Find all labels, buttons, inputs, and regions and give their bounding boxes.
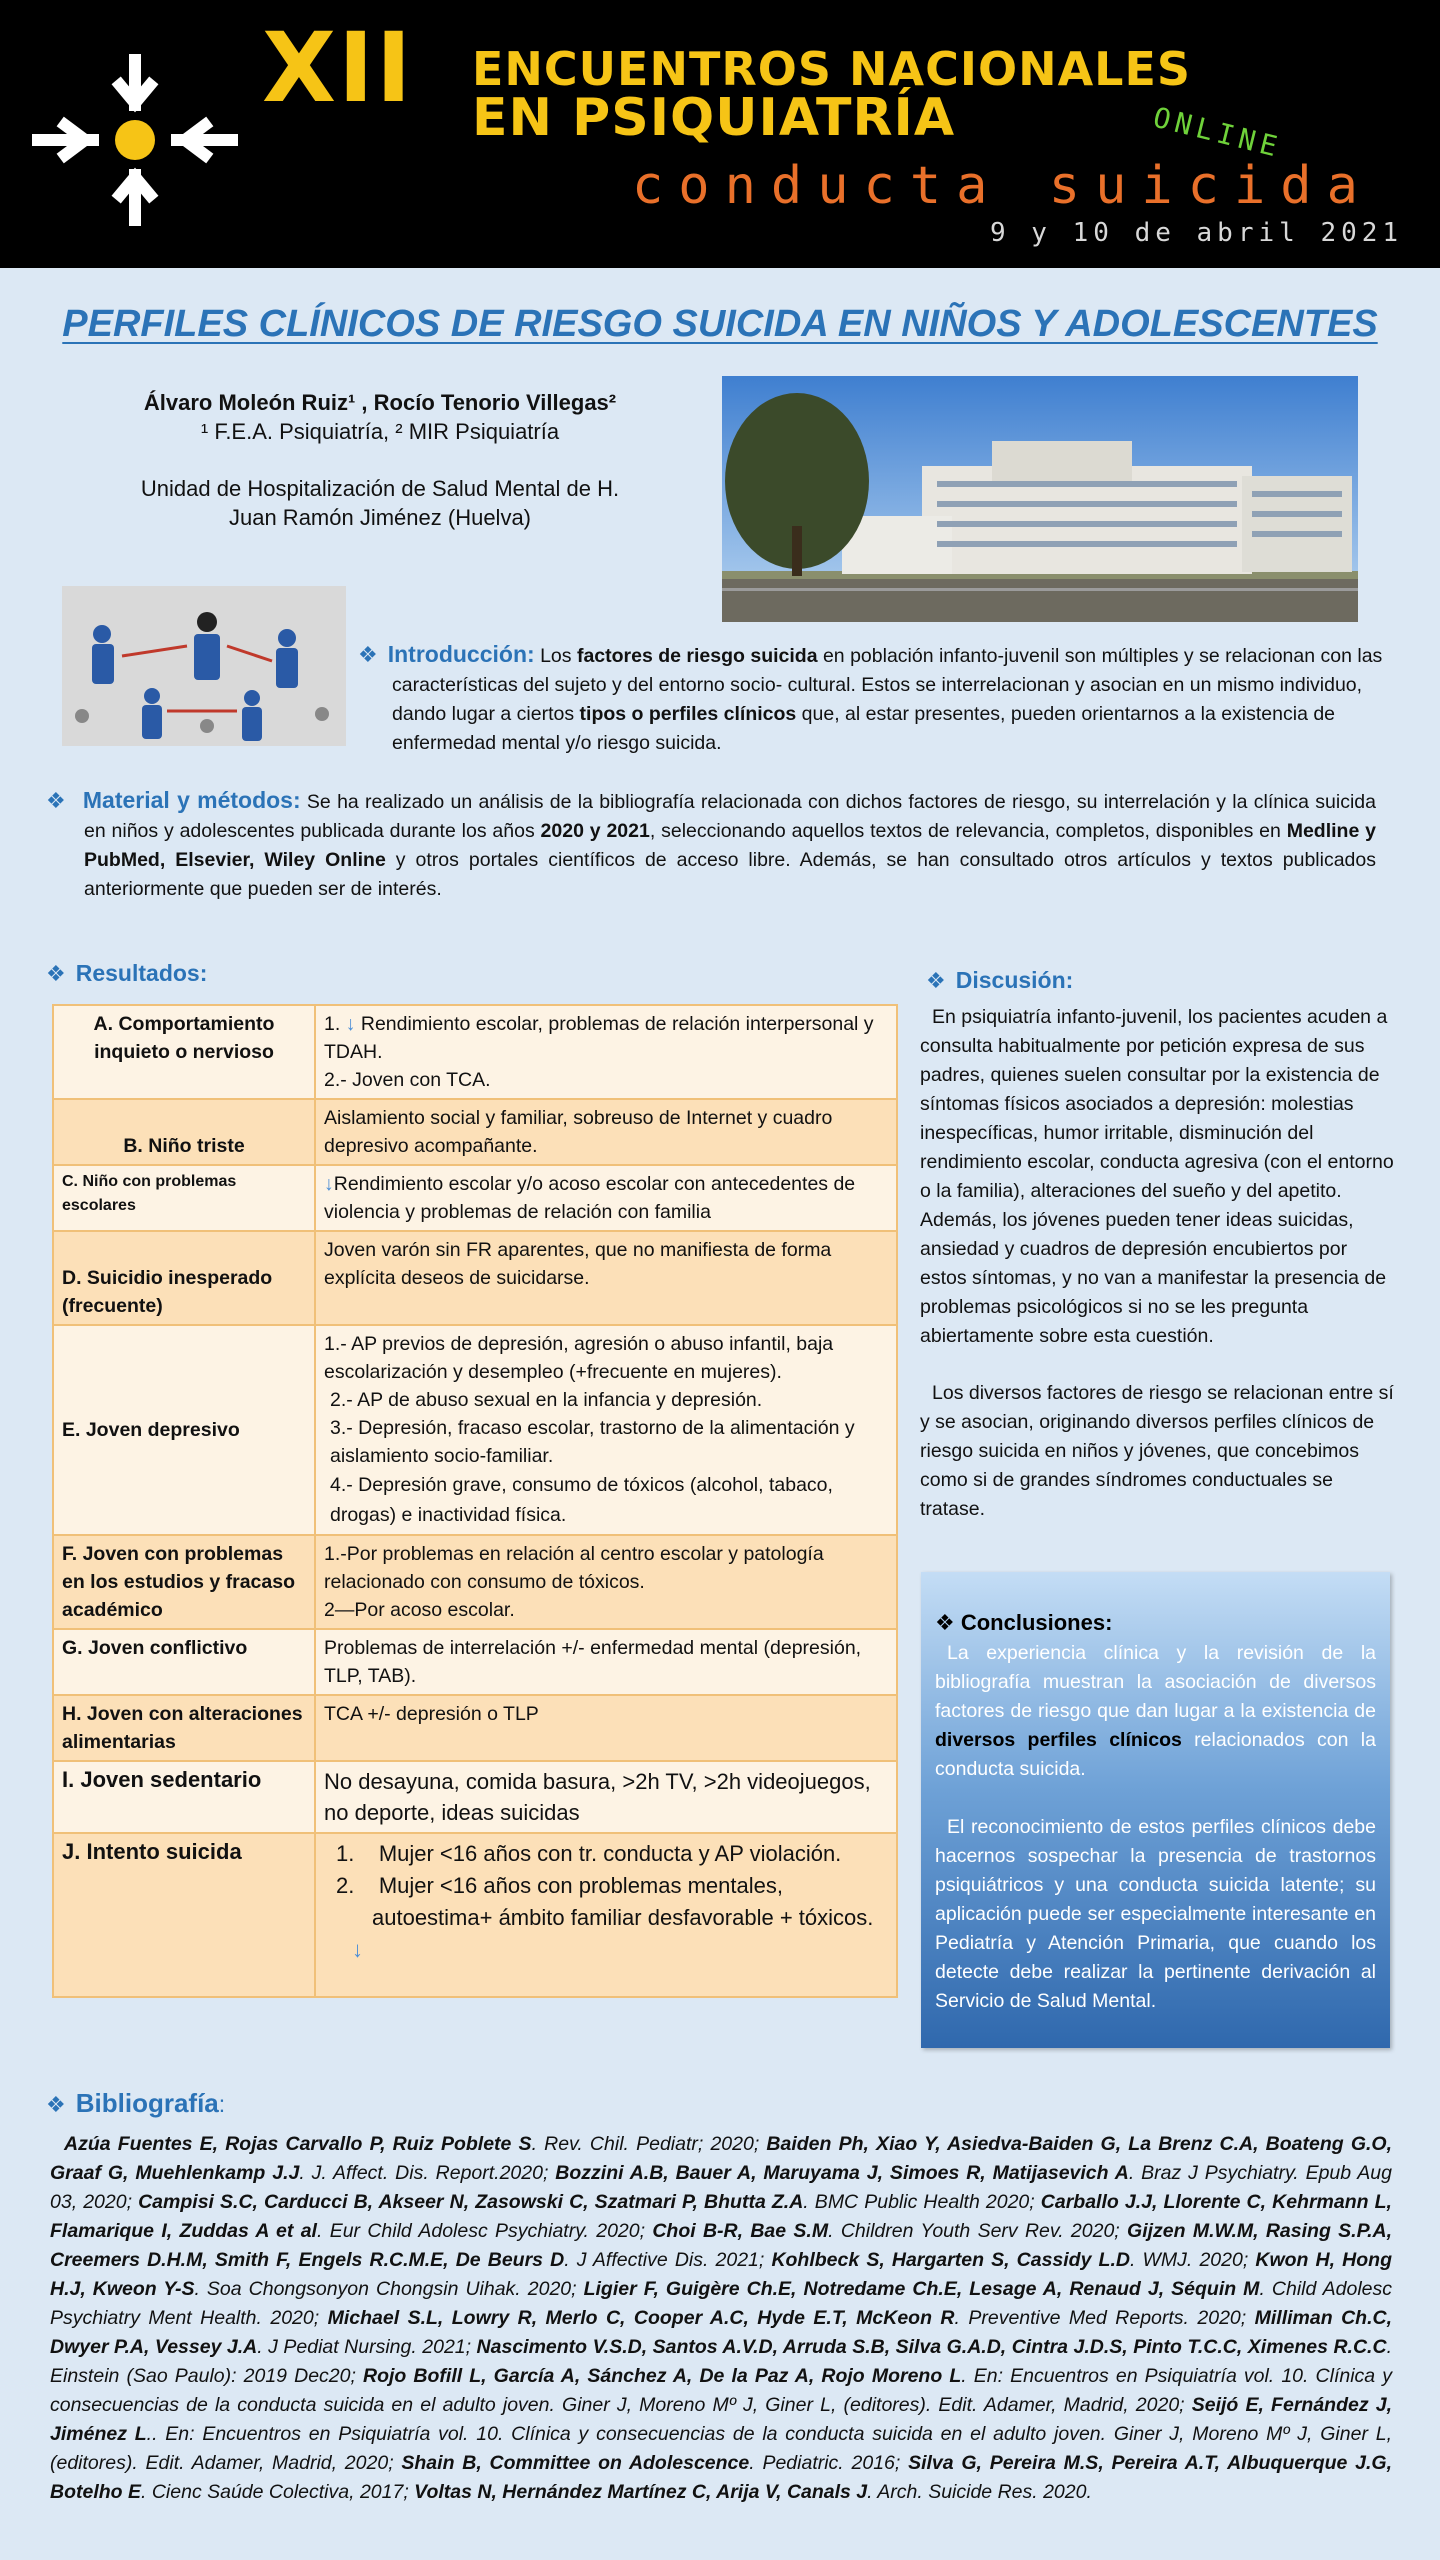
down-arrow-icon: ↓: [352, 1937, 363, 1962]
profile-category: I. Joven sedentario: [53, 1761, 315, 1833]
reference-authors: Kohlbeck S, Hargarten S, Cassidy L.D: [771, 2249, 1130, 2271]
reference-item: [64, 2133, 766, 2155]
hospital-photo: [722, 376, 1358, 622]
profile-description: [315, 1165, 897, 1231]
reference-item: [401, 2452, 908, 2474]
diamond-bullet-icon: ❖: [46, 961, 66, 986]
reference-authors: Carballo J.J, Llorente C, Kehrmann L, Flamarique I, Zuddas A et al: [50, 2191, 1392, 2242]
reference-authors: Gijzen M.W.M, Rasing S.P.A, Creemers D.H.M, Smith F, Engels R.C.M.E, De Beurs D: [50, 2220, 1392, 2271]
conclusions-text: La experiencia clínica y la revisión de la bibliografía muestran la asociación de diversos factores de riesgo que dan lugar a la existencia de: [935, 1642, 1376, 1722]
intro-text: en población infanto-juvenil son múltiples y se relacionan con las características del sujeto y del entorno socio- cultural. Estos se interrelacionan y asocian en un mismo individuo, dando lugar a ciertos: [392, 645, 1383, 725]
reference-source: . Eur Child Adolesc Psychiatry. 2020;: [316, 2220, 653, 2242]
profile-description: Joven varón sin FR aparentes, que no manifiesta de forma explícita deseos de suicidarse.: [315, 1231, 897, 1325]
profile-category: E. Joven depresivo: [53, 1325, 315, 1535]
profile-description: [315, 1833, 897, 1997]
discussion-paragraph: Los diversos factores de riesgo se relacionan entre sí y se asocian, originando diversos perfiles clínicos de riesgo suicida en niños y jóvenes, que concebimos como si de grandes síndromes conductuales se tratase.: [920, 1382, 1394, 1520]
intro-text: Los: [534, 645, 577, 667]
conclusions-heading: Conclusiones:: [960, 1610, 1113, 1635]
reference-source: . J. Affect. Dis. Report.2020;: [299, 2162, 556, 2184]
methods-emphasis: 2020 y 2021: [540, 820, 650, 842]
reference-source: . Soa Chongsonyon Chongsin Uihak. 2020;: [194, 2278, 584, 2300]
intro-emphasis: factores de riesgo suicida: [576, 645, 818, 667]
reference-authors: Azúa Fuentes E, Rojas Carvallo P, Ruiz Poblete S: [64, 2133, 532, 2155]
reference-source: . BMC Public Health 2020;: [803, 2191, 1041, 2213]
profile-category: D. Suicidio inesperado (frecuente): [53, 1231, 315, 1325]
reference-authors: Michael S.L, Lowry R, Merlo C, Cooper A.C, Hyde E.T, McKeon R: [327, 2307, 955, 2329]
reference-authors: Seijó E, Fernández J, Jiménez L: [50, 2394, 1392, 2445]
methods-section: [46, 786, 1376, 904]
profile-description: [315, 1325, 897, 1535]
banner-title-line1: ENCUENTROS NACIONALES: [472, 42, 1192, 96]
table-row: [53, 1535, 897, 1629]
reference-item: [138, 2191, 1041, 2213]
diamond-bullet-icon: ❖: [935, 1610, 961, 1635]
reference-authors: Baiden Ph, Xiao Y, Asiedva-Baiden G, La Brenz C.A, Boateng G.O, Graaf G, Muehlenkamp J.J: [50, 2133, 1392, 2184]
methods-heading: Material y métodos:: [82, 787, 301, 813]
author-names: Álvaro Moleón Ruiz¹ , Rocío Tenorio Villegas²: [143, 390, 617, 415]
reference-source: . J Affective Dis. 2021;: [564, 2249, 772, 2271]
list-item: 2.- Joven con TCA.: [324, 1069, 491, 1091]
reference-authors: Campisi S.C, Carducci B, Akseer N, Zasowski C, Szatmari P, Bhutta Z.A: [138, 2191, 804, 2213]
reference-item: [771, 2249, 1255, 2271]
methods-text: , seleccionando aquellos textos de relevancia, completos, disponibles en: [649, 820, 1287, 842]
poster-title: PERFILES CLÍNICOS DE RIESGO SUICIDA EN NIÑOS Y ADOLESCENTES: [62, 303, 1378, 345]
reference-item: [652, 2220, 1127, 2242]
reference-source: . J Pediat Nursing. 2021;: [257, 2336, 477, 2358]
list-number: 2.: [336, 1873, 355, 1898]
people-illustration: [62, 586, 346, 746]
reference-source: . En: Encuentros en Psiquiatría vol. 10. Clínica y consecuencias de la conducta suicida en el adulto joven. Giner J, Moreno Mº J, Giner L, (editores). Edit. Adamer, Madrid, 2020;: [50, 2365, 1392, 2416]
profile-category: B. Niño triste: [53, 1099, 315, 1165]
methods-emphasis: Medline y PubMed, Elsevier, Wiley Online: [84, 820, 1376, 871]
unit-line-1: Unidad de Hospitalización de Salud Mental de H.: [140, 476, 620, 501]
table-row: [53, 1231, 897, 1325]
profile-category: H. Joven con alteraciones alimentarias: [53, 1695, 315, 1761]
banner-title-line2: EN PSIQUIATRÍA: [472, 88, 956, 148]
profile-description: TCA +/- depresión o TLP: [315, 1695, 897, 1761]
reference-source: . Arch. Suicide Res. 2020.: [867, 2481, 1092, 2503]
reference-authors: Nascimento V.S.D, Santos A.V.D, Arruda S.B, Silva G.A.D, Cintra J.D.S, Pinto T.C.C, Ximenes R.C.C: [476, 2336, 1387, 2358]
profile-category: F. Joven con problemas en los estudios y fracaso académico: [53, 1535, 315, 1629]
reference-source: . Preventive Med Reports. 2020;: [954, 2307, 1255, 2329]
reference-authors: Ligier F, Guigère Ch.E, Notredame Ch.E, Lesage A, Renaud J, Séquin M: [583, 2278, 1260, 2300]
methods-text: Se ha realizado un análisis de la bibliografía relacionada con dichos factores de riesgo, su interrelación y la clínica suicida en niños y adolescentes publicada durante los años: [84, 791, 1376, 842]
reference-authors: Rojo Bofill L, García A, Sánchez A, De la Paz A, Rojo Moreno L: [363, 2365, 962, 2387]
list-number: 1.: [336, 1841, 355, 1866]
list-item: Mujer <16 años con tr. conducta y AP violación.: [378, 1841, 842, 1866]
list-item: Rendimiento escolar y/o acoso escolar con antecedentes de violencia y problemas de relación con familia: [324, 1173, 856, 1223]
reference-authors: Kwon H, Hong H.J, Kweon Y-S: [50, 2249, 1392, 2300]
table-row: [53, 1695, 897, 1761]
reference-authors: Bozzini A.B, Bauer A, Maruyama J, Simoes R, Matijasevich A: [555, 2162, 1129, 2184]
discussion-paragraph: En psiquiatría infanto-juvenil, los pacientes acuden a consulta habitualmente por petición expresa de sus padres, quienes suelen consultar por la existencia de síntomas físicos asociados a depresión: molestias inespecíficas, humor irritable, disminución del rendimiento escolar, conducta agresiva (con el entorno o la familia), alteraciones del sueño y del apetito. Además, los jóvenes pueden tener ideas suicidas, ansiedad y cuadros de depresión encubiertos por estos síntomas, y no van a manifestar la presencia de problemas psicológicos si no se les pregunta abiertamente sobre esta cuestión.: [920, 1006, 1394, 1347]
reference-source: . WMJ. 2020;: [1129, 2249, 1256, 2271]
results-heading-block: [46, 960, 207, 987]
table-row: [53, 1833, 897, 1997]
profile-description: No desayuna, comida basura, >2h TV, >2h videojuegos, no deporte, ideas suicidas: [315, 1761, 897, 1833]
reference-authors: Silva G, Pereira M.S, Pereira A.T, Albuquerque J.G, Botelho E: [50, 2452, 1392, 2503]
conclusions-emphasis: diversos perfiles clínicos: [935, 1729, 1182, 1751]
banner-online-tag: ONLINE: [1149, 100, 1286, 165]
intro-heading: Introducción:: [387, 641, 535, 667]
methods-text: y otros portales científicos de acceso libre. Además, se han consultado otros artículos y textos publicados anteriormente que pueden ser de interés.: [84, 849, 1376, 900]
list-item: 3.- Depresión, fracaso escolar, trastorno de la alimentación y aislamiento socio-familiar.: [330, 1417, 855, 1467]
table-row: [53, 1761, 897, 1833]
list-item: Rendimiento escolar, problemas de relación interpersonal y TDAH.: [324, 1013, 874, 1063]
list-item: 1.- AP previos de depresión, agresión o abuso infantil, baja escolarización y desempleo (+frecuente en mujeres).: [324, 1333, 834, 1383]
table-row: [53, 1629, 897, 1695]
profile-category: J. Intento suicida: [53, 1833, 315, 1997]
results-table: [52, 1004, 898, 1998]
table-row: [53, 1099, 897, 1165]
header-banner: [0, 0, 1440, 268]
conclusions-box: [921, 1572, 1390, 2048]
reference-source: . Braz J Psychiatry. Epub Aug 03, 2020;: [50, 2162, 1392, 2213]
diamond-bullet-icon: ❖: [46, 788, 67, 813]
bibliography-heading-block: [46, 2088, 225, 2119]
introduction-section: [358, 640, 1390, 758]
profile-description: [315, 1535, 897, 1629]
table-row: [53, 1005, 897, 1099]
table-row: [53, 1165, 897, 1231]
list-item: 4.- Depresión grave, consumo de tóxicos (alcohol, tabaco, drogas) e inactividad física.: [330, 1474, 833, 1526]
conclusions-paragraph: [935, 1639, 1376, 1784]
profile-description: [315, 1005, 897, 1099]
reference-authors: Voltas N, Hernández Martínez C, Arija V, Canals J: [414, 2481, 868, 2503]
author-affiliations: ¹ F.E.A. Psiquiatría, ² MIR Psiquiatría: [200, 419, 560, 444]
profile-description: Aislamiento social y familiar, sobreuso de Internet y cuadro depresivo acompañante.: [315, 1099, 897, 1165]
down-arrow-icon: ↓: [345, 1013, 356, 1035]
bibliography-heading: Bibliografía: [75, 2088, 219, 2118]
reference-source: . Child Adolesc Psychiatry Ment Health. 2020;: [50, 2278, 1393, 2329]
list-item: 2—Por acoso escolar.: [324, 1599, 515, 1621]
down-arrow-icon: ↓: [324, 1173, 334, 1195]
list-number: 1.: [324, 1013, 341, 1035]
conclusions-paragraph: El reconocimiento de estos perfiles clínicos debe hacernos sospechar la presencia de trastornos psiquiátricos y una conducta suicida latente; su aplicación puede ser especialmente interesante en Pediatría y Atención Primaria, que cuando los detecte debe realizar la pertinente derivación al Servicio de Salud Mental.: [935, 1816, 1376, 2012]
bibliography-colon: :: [218, 2091, 226, 2117]
reference-authors: Choi B-R, Bae S.M: [652, 2220, 829, 2242]
reference-source: . Pediatric. 2016;: [749, 2452, 909, 2474]
profile-category: A. Comportamiento inquieto o nervioso: [53, 1005, 315, 1099]
conclusions-text: relacionados con la conducta suicida.: [935, 1729, 1376, 1780]
diamond-bullet-icon: ❖: [926, 968, 946, 993]
banner-roman-numeral: XII: [262, 12, 414, 124]
results-heading: Resultados:: [75, 960, 208, 986]
list-item: 1.-Por problemas en relación al centro escolar y patología relacionado con consumo de tóxicos.: [324, 1543, 824, 1593]
diamond-bullet-icon: ❖: [358, 642, 378, 667]
reference-item: [328, 2307, 1255, 2329]
reference-source: . Rev. Chil. Pediatr; 2020;: [531, 2133, 767, 2155]
reference-source: . Einstein (Sao Paulo): 2019 Dec20;: [50, 2336, 1392, 2387]
intro-emphasis: tipos o perfiles clínicos: [579, 703, 797, 725]
profile-category: G. Joven conflictivo: [53, 1629, 315, 1695]
reference-source: . Cienc Saúde Colectiva, 2017;: [141, 2481, 415, 2503]
discussion-section: [920, 966, 1396, 1524]
profile-description: Problemas de interrelación +/- enfermedad mental (depresión, TLP, TAB).: [315, 1629, 897, 1695]
list-item: Mujer <16 años con problemas mentales, autoestima+ ámbito familiar desfavorable + tóxicos.: [372, 1873, 874, 1930]
unit-line-2: Juan Ramón Jiménez (Huelva): [228, 505, 532, 530]
authors-block: [60, 388, 700, 532]
list-item: 2.- AP de abuso sexual en la infancia y depresión.: [330, 1389, 763, 1411]
reference-source: .. En: Encuentros en Psiquiatría vol. 10. Clínica y consecuencias de la conducta suicida en el adulto joven. Giner J, Moreno Mº J, Giner L, (editores). Edit. Adamer, Madrid, 2020;: [50, 2423, 1392, 2474]
congress-logo-icon: [30, 50, 240, 230]
reference-authors: Milliman Ch.C, Dwyer P.A, Vessey J.A: [50, 2307, 1392, 2358]
reference-authors: Shain B, Committee on Adolescence: [401, 2452, 750, 2474]
discussion-heading: Discusión:: [955, 967, 1074, 993]
diamond-bullet-icon: ❖: [46, 2092, 66, 2117]
intro-text: que, al estar presentes, pueden orientarnos a la existencia de enfermedad mental y/o riesgo suicida.: [392, 703, 1336, 754]
table-row: [53, 1325, 897, 1535]
bibliography-list: [50, 2130, 1392, 2507]
profile-category: C. Niño con problemas escolares: [53, 1165, 315, 1231]
reference-item: [414, 2481, 1092, 2503]
banner-date: 9 y 10 de abril 2021: [990, 218, 1404, 248]
banner-theme: conducta suicida: [632, 156, 1373, 216]
reference-source: . Children Youth Serv Rev. 2020;: [828, 2220, 1128, 2242]
